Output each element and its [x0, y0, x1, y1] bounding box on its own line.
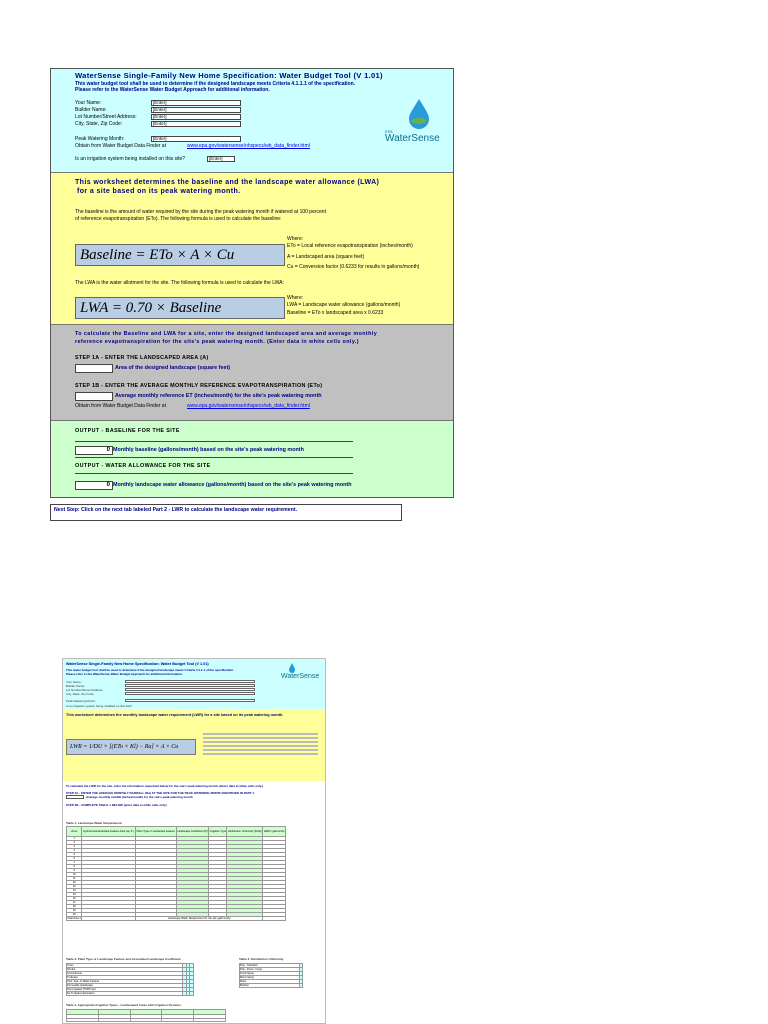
col-header: Irrigation Type: [209, 827, 227, 837]
table-row: [67, 1018, 226, 1022]
eto-input[interactable]: [75, 392, 113, 401]
lwa-output-desc: Monthly landscape water allowance (gallons/month) based on the site's peak watering month: [113, 482, 352, 488]
p2-step2a-desc: Average monthly rainfall (inches/month) for the site's peak watering month: [86, 795, 193, 799]
zone-number: 17: [67, 901, 82, 905]
p2-water-drop-icon: [285, 662, 299, 674]
where-label-2: Where:: [287, 295, 304, 301]
worksheet-heading-2: for a site based on its peak watering month.: [77, 188, 241, 195]
zone-number: 3: [67, 845, 82, 849]
plant-label: Groundcover: [67, 972, 183, 976]
irrigation-label: Fixed Spray: [240, 972, 300, 976]
next-step-note: Next Step: Click on the next tab labeled Part 2 - LWR to calculate the landscape water requirement.: [50, 504, 402, 521]
baseline-desc-1: The baseline is the amount of water required by the site during the peak watering month if watered at 100 percent: [75, 209, 326, 215]
logo-epa: EPA: [385, 129, 393, 134]
lot-label: Lot Number/Street Address:: [75, 114, 137, 120]
zone-number: 10: [67, 873, 82, 877]
cell: [162, 1018, 194, 1022]
cell: [194, 1018, 226, 1022]
plant-rows: [67, 964, 194, 996]
zone-number: 20: [67, 913, 82, 917]
def-baseline: Baseline = ETo x landscaped area x 0.6233: [287, 310, 384, 316]
cell: [98, 1018, 130, 1022]
zone-number: 5: [67, 853, 82, 857]
p2-peak: Peak Watering Month:: [66, 699, 96, 703]
p2-table4-title: Table 4. Appropriate Irrigation Types - Landscaped Areas with Irrigation Systems: [66, 1003, 181, 1007]
p2-info-section: [63, 659, 325, 709]
p2-logo: WaterSense: [281, 673, 320, 680]
zone-number: 14: [67, 889, 82, 893]
divider: [75, 457, 353, 458]
p2-heading: This worksheet determines the monthly landscape water requirement (LWR) for a site based on its peak watering month.: [66, 713, 284, 717]
zone-number: 6: [67, 857, 82, 861]
p2-city: City, State, Zip Code:: [66, 692, 95, 696]
def-eto: ETo = Local reference evapotranspiration (inches/month): [287, 243, 413, 249]
p2-definitions: [203, 733, 318, 757]
step-1b-heading: STEP 1B - ENTER THE AVERAGE MONTHLY REFERENCE EVAPOTRANSPIRATION (ETo): [75, 383, 323, 389]
irrigation-label: Rotor: [240, 980, 300, 984]
baseline-formula: Baseline = ETo × A × Cu: [75, 244, 285, 266]
col-header: Zone: [67, 827, 82, 837]
p2-title: WaterSense Single-Family New Home Specification: Water Budget Tool (V 1.01): [66, 662, 209, 666]
p2-irrigation-q: Is an irrigation system being installed on this site?: [66, 704, 133, 708]
p2-rainfall-input[interactable]: [66, 795, 84, 799]
step-1a-heading: STEP 1A - ENTER THE LANDSCAPED AREA (A): [75, 355, 209, 361]
p2-table-section: [63, 781, 325, 1024]
def-line: [203, 737, 318, 739]
irrigation-cell: [300, 984, 303, 988]
zone-number: 7: [67, 861, 82, 865]
landscape-water-table: [66, 826, 286, 921]
your-name-label: Your Name:: [75, 100, 102, 106]
step-1b-desc: Average monthly reference ET (inches/month) for the site's peak watering month: [115, 393, 322, 399]
col-header: Landscape Coefficient (Kl): [176, 827, 209, 837]
zone-number: 9: [67, 869, 82, 873]
p2-peak-field[interactable]: [125, 699, 255, 702]
zone-number: 16: [67, 897, 82, 901]
plant-label: Non-irrigated (TURF top): [67, 988, 183, 992]
obtain-label: Obtain from Water Budget Data Finder at: [75, 143, 166, 149]
total-label: Total Area =: [67, 917, 82, 920]
divider: [75, 441, 353, 442]
def-line: [203, 741, 318, 743]
city-label: City, State, Zip Code:: [75, 121, 123, 127]
zone-number: 11: [67, 877, 82, 881]
intro-line-1: This water budget tool shall be used to determine if the designed landscape meets Criteria 4.1.1.1 of the specification.: [75, 81, 356, 87]
peak-month-field[interactable]: [Enter]: [151, 136, 241, 142]
irrigation-row: [240, 984, 303, 988]
zone-rows: [67, 837, 286, 917]
def-line: [203, 733, 318, 735]
plant-label: Turfgrass: [67, 976, 183, 980]
def-line: [203, 745, 318, 747]
zone-number: 13: [67, 885, 82, 889]
p2-lot: Lot Number/Street Address:: [66, 688, 104, 692]
lot-field[interactable]: [Enter]: [151, 114, 241, 120]
peak-month-label: Peak Watering Month:: [75, 136, 125, 142]
plant-label: No Turfgrass Estimation: [67, 992, 183, 996]
p2-calc-note: To calculate the LWR for the site, enter the information requested below for the site's peak watering month. (Enter data in white cells only.): [66, 784, 264, 788]
plant-label: Shrubs: [67, 968, 183, 972]
lwr-label: Landscape Water Requirement for the site (gal/month): [135, 917, 263, 921]
total-cell: [82, 917, 136, 921]
baseline-desc-2: of reference evapotranspiration (ETo). The following formula is used to calculate the baseline:: [75, 216, 282, 222]
plant-cell: [190, 992, 194, 996]
irrigation-label: Drip - Standard: [240, 964, 300, 968]
zone-number: 4: [67, 849, 82, 853]
logo-text: WaterSense: [385, 133, 440, 144]
p2-step2b: STEP 2B - COMPLETE TABLE 1 BELOW (enter data in white cells only): [66, 803, 167, 807]
plant-label: Permeable Hardscape: [67, 984, 183, 988]
lwa-output: 0: [75, 481, 113, 490]
irrigation-label: Micro-Spray: [240, 976, 300, 980]
col-header: Plant Type or Landscape Feature: [135, 827, 176, 837]
steps-section: [51, 325, 453, 421]
worksheet-heading-1: This worksheet determines the baseline and the landscape water allowance (LWA): [75, 179, 380, 186]
tool-title: WaterSense Single-Family New Home Specification: Water Budget Tool (V 1.01): [75, 71, 383, 80]
irrigation-field[interactable]: [Enter]: [207, 156, 235, 162]
your-name-field[interactable]: [Enter]: [151, 100, 241, 106]
zone-number: 15: [67, 893, 82, 897]
zone-number: 8: [67, 865, 82, 869]
p2-step2a: STEP 2A - ENTER THE AVERAGE MONTHLY RAINFALL (Ra) AT THE SITE FOR THE PEAK WATERING MONTH IDENTIFIED IN PART 1: [66, 791, 255, 795]
step-1a-desc: Area of the designed landscape (square feet): [115, 365, 231, 371]
builder-name-label: Builder Name:: [75, 107, 107, 113]
output-lwa-heading: OUTPUT - WATER ALLOWANCE FOR THE SITE: [75, 463, 211, 469]
output-baseline-heading: OUTPUT - BASELINE FOR THE SITE: [75, 428, 180, 434]
p2-table2-title: Table 2. Plant Type or Landscape Feature and Associated Landscape Coefficient: [66, 957, 181, 961]
col-header: Hydrozone/Landscape Feature Area (sq. ft.): [82, 827, 136, 837]
irrigation-question: Is an irrigation system being installed on this site?: [75, 156, 186, 162]
irrigation-rows: [240, 964, 303, 988]
p2-lwr-formula: LWR = 1/DU × [(ETo × Kl) − Ra] × A × Cu: [66, 739, 196, 755]
p2-your-name-field[interactable]: [125, 680, 255, 683]
lwa-formula: LWA = 0.70 × Baseline: [75, 297, 285, 319]
zone-number: 19: [67, 909, 82, 913]
zone-number: 18: [67, 905, 82, 909]
p2-table3-title: Table 3. Distribution Uniformity: [239, 957, 284, 961]
lwr-total-cell: [263, 917, 286, 921]
formula-section: [51, 173, 453, 325]
p2-city-field[interactable]: [125, 692, 255, 695]
landscaped-area-input[interactable]: [75, 364, 113, 373]
irrigation-types-table: [66, 1009, 226, 1022]
baseline-output: 0: [75, 446, 113, 455]
def-lwa: LWA = Landscape water allowance (gallons/month): [287, 302, 401, 308]
instructions-line-1: To calculate the Baseline and LWA for a site, enter the designed landscaped area and average monthly: [75, 331, 378, 337]
baseline-output-desc: Monthly baseline (gallons/month) based on the site's peak watering month: [113, 447, 304, 453]
intro-line-2: Please refer to the WaterSense Water Budget Approach for additional information.: [75, 87, 270, 93]
plant-row: [67, 992, 194, 996]
cell: [130, 1018, 162, 1022]
where-label-1: Where:: [287, 236, 304, 242]
zone-number: 1: [67, 837, 82, 841]
p2-your-name: Your Name:: [66, 680, 82, 684]
table-header-row: [67, 827, 286, 837]
distribution-table: [239, 963, 303, 988]
plant-label: Pool, Spa, or Water Feature: [67, 980, 183, 984]
def-line: [203, 753, 318, 755]
builder-name-field[interactable]: [Enter]: [151, 107, 241, 113]
p2-formula-section: [63, 709, 325, 781]
col-header: Distribution Uniformity (DUlq): [227, 827, 263, 837]
instructions-line-2: reference evapotranspiration for the site's peak watering month. (Enter data in white cells only.): [75, 339, 359, 345]
info-section: [51, 69, 453, 173]
zone-number: 2: [67, 841, 82, 845]
def-area: A = Landscaped area (square feet): [287, 254, 365, 260]
data-finder-link[interactable]: www.epa.gov/watersense/nhspecs/wb_data_finder.html: [187, 143, 310, 149]
def-line: [203, 749, 318, 751]
cell: [67, 1018, 99, 1022]
output-section: [51, 421, 453, 497]
worksheet-part2: [62, 658, 326, 1024]
col-header: LWRz (gal/month): [263, 827, 286, 837]
divider: [75, 473, 353, 474]
p2-intro-1: This water budget tool shall be used to determine if the designed landscape meets Criteria 4.1.1.1 of the specification.: [66, 668, 235, 672]
total-row: [67, 917, 286, 921]
plant-type-table: [66, 963, 194, 996]
zone-number: 12: [67, 881, 82, 885]
plant-label: Trees: [67, 964, 183, 968]
p2-table1-title: Table 1. Landscape Water Requirement: [66, 821, 122, 825]
worksheet-part1: [50, 68, 454, 498]
p2-intro-2: Please refer to the WaterSense Water Budget Approach for additional information.: [66, 672, 183, 676]
def-cu: Cu = Conversion factor (0.6233 for results in gallons/month): [287, 264, 420, 270]
irrigation-label: Bubbler: [240, 984, 300, 988]
p2-builder: Builder Name:: [66, 684, 86, 688]
obtain-label-2: Obtain from Water Budget Data Finder at: [75, 403, 166, 409]
irrigation-label: Drip - Press. Comp.: [240, 968, 300, 972]
p2-builder-field[interactable]: [125, 684, 255, 687]
p2-lot-field[interactable]: [125, 688, 255, 691]
data-finder-link-2[interactable]: www.epa.gov/watersense/nhspecs/wb_data_finder.html: [187, 403, 310, 409]
city-field[interactable]: [Enter]: [151, 121, 241, 127]
lwa-desc: The LWA is the water allotment for the site. The following formula is used to calculate the LWA:: [75, 280, 284, 286]
